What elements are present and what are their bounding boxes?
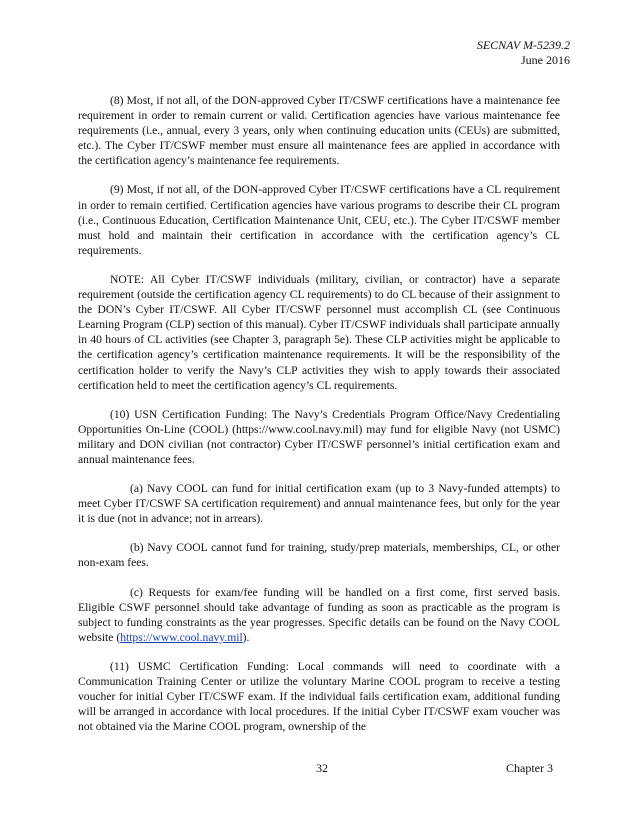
document-date: June 2016 [521, 53, 570, 67]
note-paragraph: NOTE: All Cyber IT/CSWF individuals (military, civilian, or contractor) have a separate requirement (outside the certification agency CL requirements) to do CL because of their assignment to the DON’s Cyber IT/CSWF. All Cyber IT/CSWF personnel must accomplish CL (see Continuous Learning Program (CLP) section of this manual). Cyber IT/CSWF individuals shall participate annually in 40 hours of CL activities (see Chapter 3, paragraph 5e). These CLP activities might be applicable to the certification agency’s certification maintenance requirements. It will be the responsibility of the certification holder to verify the Navy’s CLP activities they wish to apply towards their associated certification held to meet the certification agency’s CL requirements. [78, 272, 561, 392]
page-header [477, 38, 570, 68]
paragraph-8: (8) Most, if not all, of the DON-approved Cyber IT/CSWF certifications have a maintenance fee requirement in order to remain current or valid. Certification agencies have various maintenance fee requirements (i.e., annual, every 3 years, only when continuing education units (CEUs) are submitted, etc.). The Cyber IT/CSWF member must ensure all maintenance fees are applied in accordance with the certification agency’s maintenance fee requirements. [78, 94, 560, 168]
document-id: SECNAV M-5239.2 [476, 38, 570, 52]
paragraph-10c-end: ). [242, 630, 250, 644]
chapter-label: Chapter 3 [506, 761, 553, 775]
page-number: 32 [316, 761, 328, 775]
paragraph-10: (10) USN Certification Funding: The Navy’s Credentials Program Office/Navy Credentialing Opportunities On-Line (COOL) (https://www.cool.navy.mil) may fund for eligible Navy (not USMC) military and DON civilian (not contractor) Cyber IT/CSWF personnel’s initial certification exam and annual maintenance fees. [78, 407, 560, 466]
paragraph-10b: (b) Navy COOL cannot fund for training, study/prep materials, memberships, CL, or other non-exam fees. [78, 541, 560, 570]
navy-cool-link[interactable]: https://www.cool.navy.mil [120, 630, 243, 644]
paragraph-10c [78, 585, 560, 645]
paragraph-9: (9) Most, if not all, of the DON-approved Cyber IT/CSWF certifications have a CL requirement in order to remain certified. Certification agencies have various programs to describe their CL program (i.e., Continuous Education, Certification Maintenance Unit, CEU, etc.). The Cyber IT/CSWF member must hold and maintain their certification in accordance with the certification agency’s CL requirements. [78, 183, 560, 257]
paragraph-10c-text: (c) Requests for exam/fee funding will be handled on a first come, first served basis. Eligible CSWF personnel should take advantage of funding as soon as practicable as the program is subject to funding constraints as the year progresses. Specific details can be found on the Navy COOL website ( [78, 585, 560, 644]
paragraph-11: (11) USMC Certification Funding: Local commands will need to coordinate with a Communication Training Center or utilize the voluntary Marine COOL program to receive a testing voucher for initial Cyber IT/CSWF exam. If the individual fails certification exam, additional funding will be arranged in accordance with local procedures. If the initial Cyber IT/CSWF exam voucher was not obtained via the Marine COOL program, ownership of the [78, 659, 560, 734]
paragraph-10a: (a) Navy COOL can fund for initial certification exam (up to 3 Navy-funded attempts) to meet Cyber IT/CSWF SA certification requirement) and annual maintenance fees, but only for the year it is due (not in advance; not in arrears). [78, 482, 560, 526]
document-body [78, 93, 560, 748]
